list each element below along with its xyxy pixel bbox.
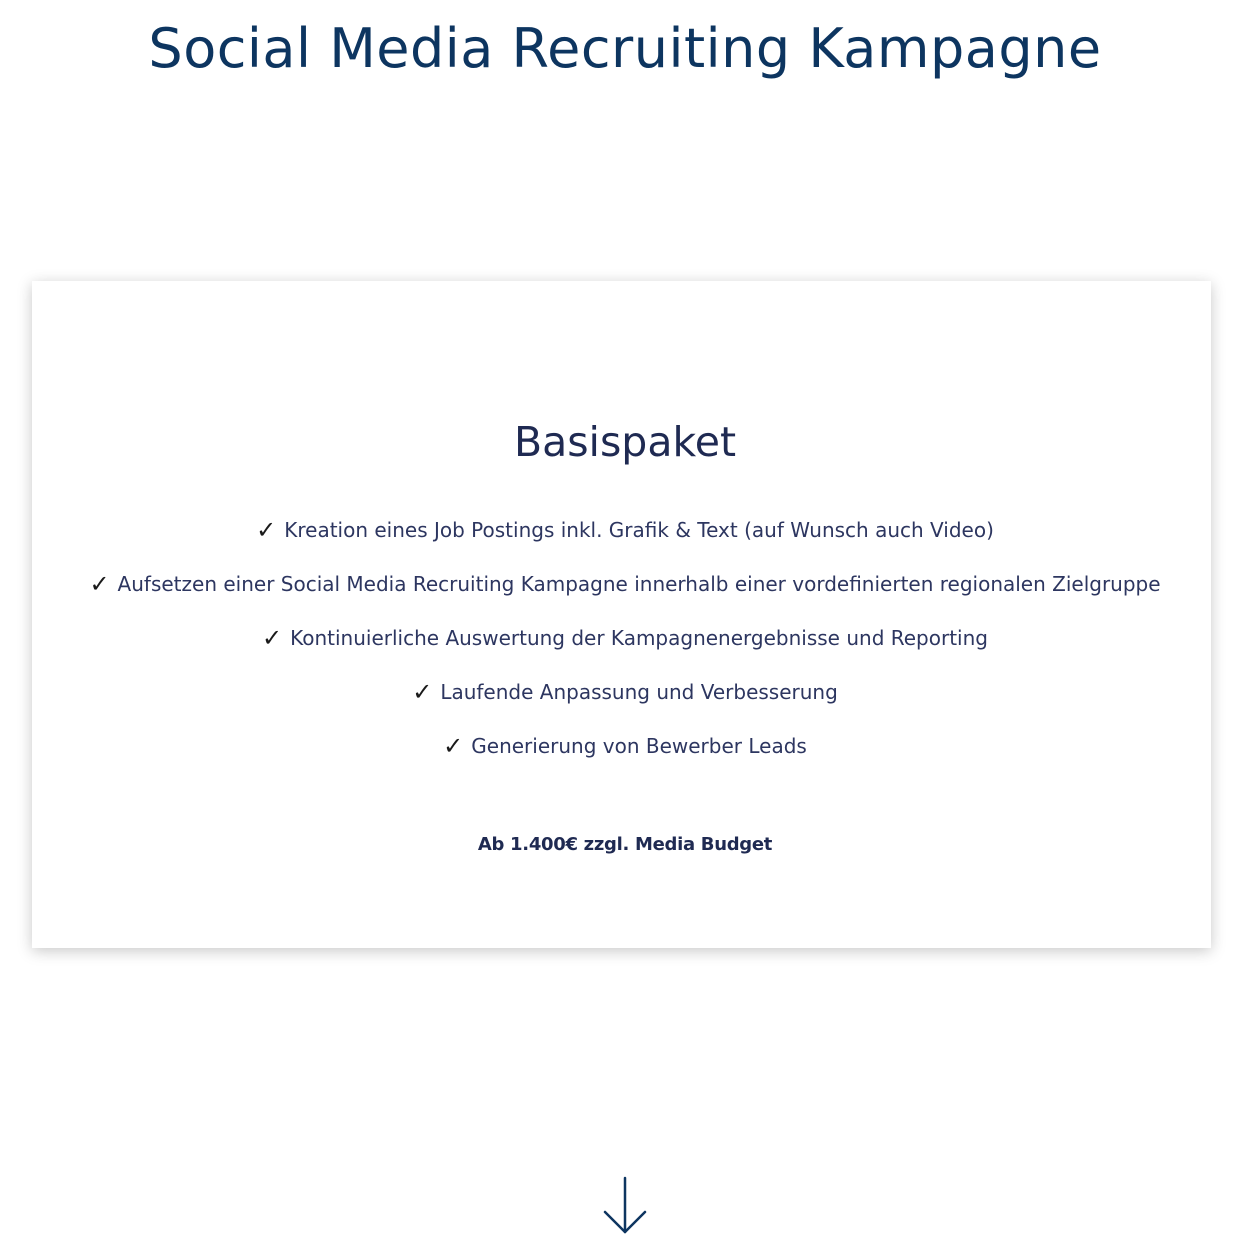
feature-item [0,503,1250,557]
check-icon: ✓ [412,678,433,706]
check-icon: ✓ [89,570,110,598]
feature-item [0,665,1250,719]
package-price: Ab 1.400€ zzgl. Media Budget [477,834,773,855]
check-icon: ✓ [443,732,464,760]
feature-item [0,719,1250,773]
package-title: Basispaket [513,418,737,466]
feature-text: Aufsetzen einer Social Media Recruiting Kampagne innerhalb einer vordefinierten regionalen Zielgruppe [117,572,1161,596]
feature-item [0,557,1250,611]
check-icon: ✓ [256,516,277,544]
feature-text: Laufende Anpassung und Verbesserung [440,680,838,704]
feature-item [0,611,1250,665]
feature-list [0,503,1250,773]
page-title: Social Media Recruiting Kampagne [148,17,1102,80]
feature-text: Generierung von Bewerber Leads [471,734,807,758]
check-icon: ✓ [262,624,283,652]
arrow-down-icon[interactable] [602,1176,648,1236]
feature-text: Kreation eines Job Postings inkl. Grafik & Text (auf Wunsch auch Video) [284,518,994,542]
feature-text: Kontinuierliche Auswertung der Kampagnenergebnisse und Reporting [290,626,988,650]
